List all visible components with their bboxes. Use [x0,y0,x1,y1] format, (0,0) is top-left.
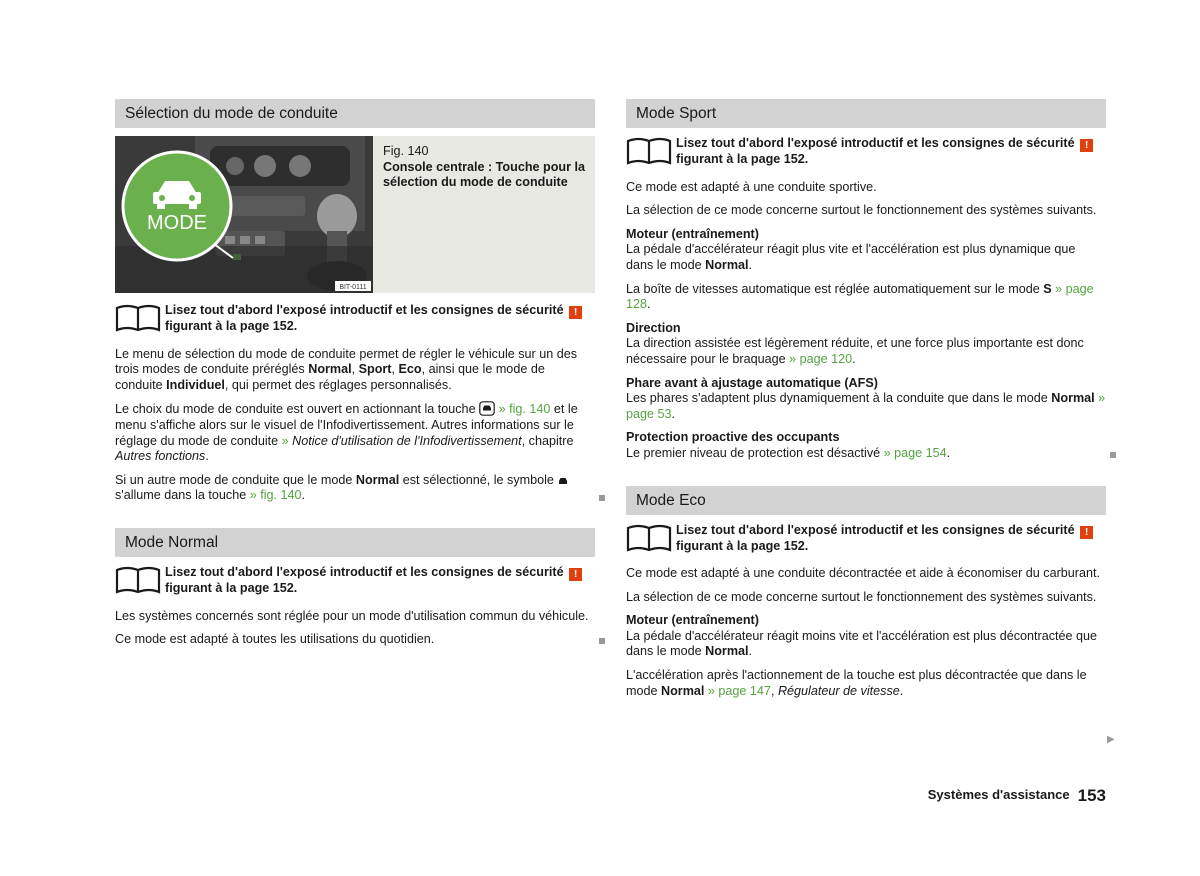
subheading-eco-motor: Moteur (entraînement) [626,613,759,628]
mode-button-icon [479,401,495,416]
link-page-154[interactable]: » page 154 [883,445,947,460]
paragraph-sport-2: La sélection de ce mode concerne surtout le fonctionnement des systèmes suivants. [626,203,1097,218]
warning-icon: ! [569,306,582,319]
section-title-eco: Mode Eco [626,486,1106,515]
link-page-147[interactable]: » page 147 [707,683,771,698]
left-column [115,99,595,656]
link-infotainment[interactable]: » [281,433,289,448]
paragraph-eco-2: La sélection de ce mode concerne surtout le fonctionnement des systèmes suivants. [626,589,1097,604]
link-page-128[interactable]: » page 128 [626,281,1094,312]
link-fig-140-b[interactable]: » fig. 140 [249,488,302,503]
subheading-direction: Direction [626,320,681,335]
end-marker-icon [599,495,605,501]
figure-caption-text: Console centrale : Touche pour la sélection du mode de conduite [383,159,585,190]
paragraph-eco-acceleration: L'accélération après l'actionnement de la touche est plus décontractée que dans le mode Normal » page 147, Régulateur de vitesse. [626,668,1087,698]
paragraph-sport-1: Ce mode est adapté à une conduite sportive. [626,179,877,194]
safety-notice-sport: Lisez tout d'abord l'exposé introductif et les consignes de sécurité ! figurant à la page 152. [626,136,1106,168]
page-number: 153 [1077,786,1106,805]
paragraph-symbol: Si un autre mode de conduite que le mode Normal est sélectionné, le symbole s'allume dans la touche » fig. 140. [115,473,595,504]
paragraph-menu: Le menu de sélection du mode de conduite permet de régler le véhicule sur un des trois modes de conduite préréglés Normal, Sport, Eco, ainsi que le mode de conduite Individuel, qui permet des réglages personnalisés. [115,346,578,392]
subheading-protection: Protection proactive des occupants [626,430,840,445]
continue-arrow-icon: ▶ [1107,734,1115,745]
link-fig-140[interactable]: » fig. 140 [498,402,551,417]
warning-icon: ! [569,568,582,581]
chapter-title: Systèmes d'assistance [927,787,1070,802]
page-footer [900,787,1106,806]
paragraph-eco-1: Ce mode est adapté à une conduite décontractée et aide à économiser du carburant. [626,566,1100,581]
figure-code: BIT-0111 [339,284,367,291]
end-marker-icon [599,638,605,644]
paragraph-normal-2: Ce mode est adapté à toutes les utilisations du quotidien. [115,632,595,648]
paragraph-eco-motor: La pédale d'accélérateur réagit moins vite et l'accélération est plus décontractée que dans le mode Normal. [626,628,1098,659]
mode-label: MODE [147,212,207,234]
section-title-sport: Mode Sport [626,99,1106,128]
paragraph-sport-gearbox: La boîte de vitesses automatique est réglée automatiquement sur le mode S » page 128. [626,281,1094,312]
figure-number: Fig. 140 [383,144,429,158]
end-marker-icon [1110,452,1116,458]
warning-icon: ! [1080,526,1093,539]
section-title-normal: Mode Normal [115,528,595,557]
safety-notice [115,303,595,335]
console-illustration [115,136,373,293]
book-icon [626,524,672,552]
book-icon [115,304,161,332]
paragraph-sport-direction: La direction assistée est légèrement réduite, et une force plus importante est donc nécessaire pour le braquage » page 120. [626,336,1084,366]
book-icon [626,137,672,165]
paragraph-sport-afs: Les phares s'adaptent plus dynamiquement à la conduite que dans le mode Normal » page 53. [626,391,1106,421]
subheading-afs: Phare avant à ajustage automatique (AFS) [626,375,878,390]
paragraph-sport-protection: Le premier niveau de protection est désactivé » page 154. [626,446,1106,462]
paragraph-choice: Le choix du mode de conduite est ouvert en actionnant la touche » fig. 140 et le menu s'affiche alors sur le visuel de l'Infodivertissement. Autres informations sur le réglage du mode de conduite » Notice d'utilisation de l'Infodivertissement, chapitre Autres fonctions. [115,402,578,464]
paragraph-normal-1: Les systèmes concernés sont réglée pour un mode d'utilisation commun du véhicule. [115,608,589,623]
book-icon [115,566,161,594]
warning-icon: ! [1080,139,1093,152]
console-photo [115,136,373,293]
section-title-selection: Sélection du mode de conduite [115,99,595,128]
link-page-53[interactable]: » page 53 [626,391,1106,421]
figure-caption [373,136,595,293]
figure-140 [115,136,595,293]
notice-line-1: Lisez tout d'abord l'exposé introductif et les consignes de sécurité [165,303,564,317]
subheading-motor: Moteur (entraînement) [626,226,759,241]
right-column [626,99,1106,707]
car-symbol-icon [557,475,569,487]
safety-notice-eco: Lisez tout d'abord l'exposé introductif et les consignes de sécurité ! figurant à la page 152. [626,523,1106,555]
safety-notice-normal: Lisez tout d'abord l'exposé introductif et les consignes de sécurité ! figurant à la page 152. [115,565,595,597]
notice-line-2[interactable]: figurant à la page 152. [165,319,298,333]
link-page-120[interactable]: » page 120 [789,351,853,366]
paragraph-sport-motor: La pédale d'accélérateur réagit plus vite et l'accélération est plus dynamique que dans le mode Normal. [626,242,1076,272]
